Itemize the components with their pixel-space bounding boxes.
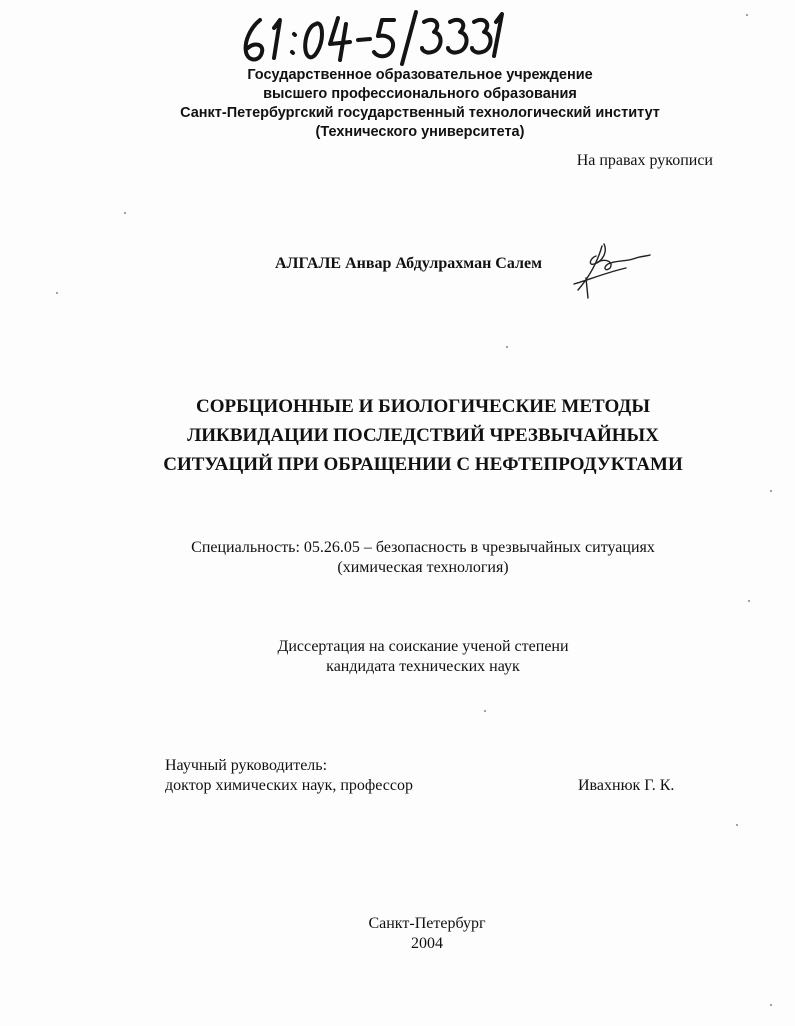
dissertation-title	[0, 392, 795, 479]
supervisor-name: Ивахнюк Г. К.	[578, 777, 675, 794]
title-line-3: СИТУАЦИЙ ПРИ ОБРАЩЕНИИ С НЕФТЕПРОДУКТАМИ	[163, 454, 683, 475]
scan-speck	[770, 1004, 772, 1006]
place: Санкт-Петербург	[368, 915, 486, 932]
scan-speck	[746, 14, 748, 16]
degree-line-2: кандидата технических наук	[326, 658, 520, 675]
institution-line-2: высшего профессионального образования	[263, 86, 577, 102]
scan-speck	[506, 346, 508, 348]
supervisor-label: Научный руководитель:	[165, 757, 328, 774]
scan-speck	[736, 824, 738, 826]
supervisor-credentials: доктор химических наук, профессор	[165, 777, 413, 794]
author-signature	[568, 240, 652, 300]
author-name: АЛГАЛЕ Анвар Абдулрахман Салем	[275, 255, 542, 272]
degree-line-1: Диссертация на соискание ученой степени	[277, 638, 569, 655]
degree-block	[0, 637, 795, 677]
specialty-line-1: Специальность: 05.26.05 – безопасность в чрезвычайных ситуациях	[191, 539, 655, 556]
institution-line-4: (Технического университета)	[315, 124, 525, 140]
manuscript-rights-note: На правах рукописи	[576, 152, 713, 169]
institution-line-3: Санкт-Петербургский государственный технологический институт	[180, 105, 660, 121]
specialty-block	[0, 538, 795, 578]
supervisor-block	[165, 756, 413, 796]
specialty-line-2: (химическая технология)	[337, 559, 509, 576]
scan-speck	[124, 212, 126, 214]
scan-speck	[770, 490, 772, 492]
title-line-2: ЛИКВИДАЦИИ ПОСЛЕДСТВИЙ ЧРЕЗВЫЧАЙНЫХ	[187, 425, 659, 446]
handwritten-archive-code	[238, 6, 508, 68]
place-year-block	[0, 914, 795, 954]
scan-speck	[748, 600, 750, 602]
title-line-1: СОРБЦИОННЫЕ И БИОЛОГИЧЕСКИЕ МЕТОДЫ	[195, 396, 651, 417]
institution-line-1: Государственное образовательное учреждение	[247, 67, 593, 83]
year: 2004	[411, 935, 443, 952]
institution-header	[0, 66, 795, 142]
scan-speck	[56, 292, 58, 294]
scan-speck	[484, 710, 486, 712]
